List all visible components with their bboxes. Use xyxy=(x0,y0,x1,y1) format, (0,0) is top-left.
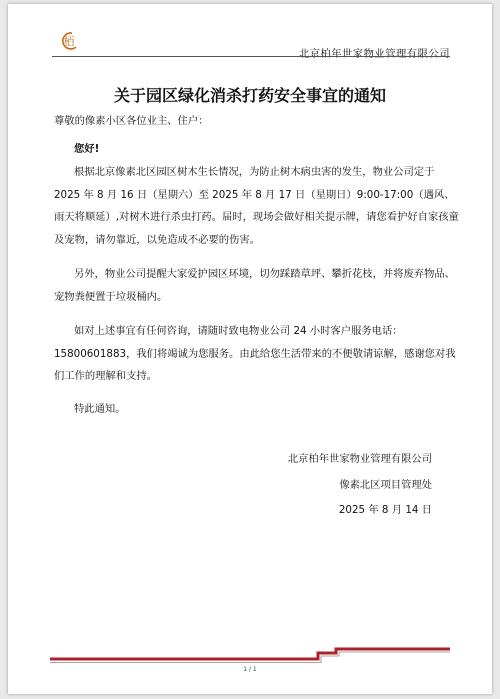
notice-title: 关于园区绿化消杀打药安全事宜的通知 xyxy=(113,86,386,105)
paragraph-contact: 如对上述事宜有任何咨询，请随时致电物业公司 24 小时客户服务电话：15800601883，我们将竭诚为您服务。由此给您生活带来的不便敬请谅解，感谢您对我们工作的理解和支持。 xyxy=(54,325,456,383)
salutation: 您好! xyxy=(74,143,100,155)
header-company-name: 北京柏年世家物业管理有限公司 xyxy=(298,48,450,60)
closing-line: 特此通知。 xyxy=(74,403,126,415)
signature-company: 北京柏年世家物业管理有限公司 xyxy=(287,453,432,465)
company-logo xyxy=(58,30,80,52)
svg-text:栢: 栢 xyxy=(63,35,75,48)
header-divider xyxy=(52,56,450,57)
paragraph-environment-reminder: 另外，物业公司提醒大家爱护园区环境，切勿踩踏草坪、攀折花枝，并将废弃物品、宠物粪便置于垃圾桶内。 xyxy=(54,268,455,303)
signature-department: 像素北区项目管理处 xyxy=(339,479,432,491)
signature-date: 2025 年 8 月 14 日 xyxy=(338,504,432,516)
footer-decorative-bar xyxy=(8,644,492,664)
paragraph-spraying-schedule: 根据北京像素北区园区树木生长情况，为防止树木病虫害的发生，物业公司定于 2025 年 8 月 16 日（星期六）至 2025 年 8 月 17 日（星期日）9:00-17:00（遇风、雨天将顺延）,对树木进行杀虫打药。届时，现场会做好相关提示牌，请您看护好自家孩童及宠物，请勿靠近，以免造成不必要的伤害。 xyxy=(54,166,459,246)
document-page xyxy=(8,4,492,694)
page-number: 1 / 1 xyxy=(243,666,257,673)
greeting: 尊敬的像素小区各位业主、住户： xyxy=(54,115,209,127)
